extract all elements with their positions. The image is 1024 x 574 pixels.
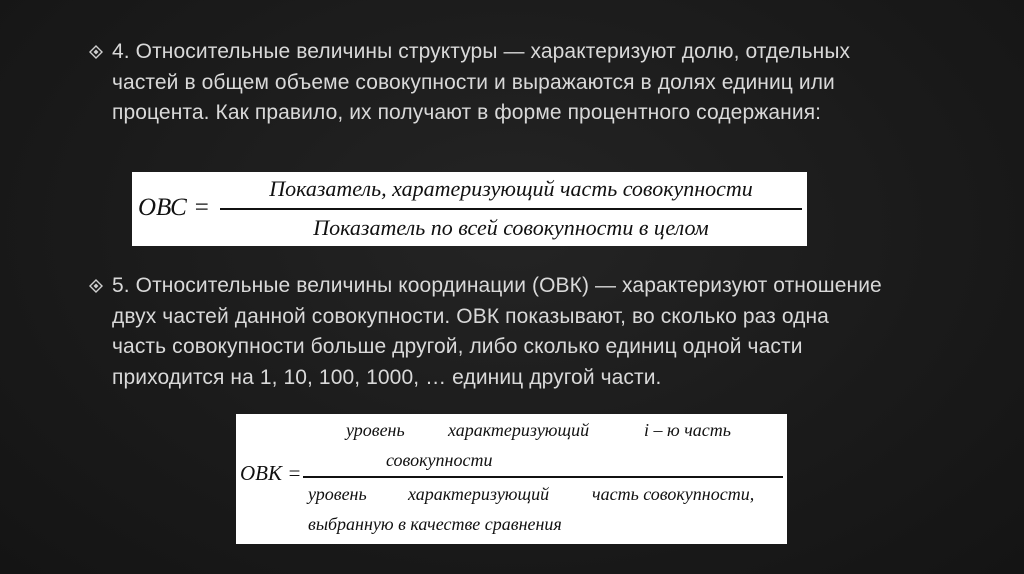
fraction-bar (220, 208, 802, 210)
fraction-bar (303, 476, 783, 478)
formula-denominator: Показатель по всей совокупности в целом (313, 215, 709, 240)
numerator-word: уровень (346, 420, 405, 440)
denominator-word: выбранную в качестве сравнения (308, 514, 562, 534)
formula-lhs: ОВС = (138, 194, 210, 221)
diamond-bullet-icon (88, 44, 104, 60)
denominator-word: характеризующий (408, 484, 550, 504)
diamond-bullet-icon (88, 278, 104, 294)
formula-ovk (236, 414, 787, 544)
numerator-word: характеризующий (448, 420, 590, 440)
denominator-word: часть совокупности, (592, 484, 755, 504)
denominator-word: уровень (308, 484, 367, 504)
numerator-word: совокупности (386, 450, 493, 470)
numerator-word: i – ю часть (644, 420, 731, 440)
bullet-structure (88, 37, 888, 129)
bullet-text: 5. Относительные величины координации (ОВК) — характеризуют отношение двух частей данной совокупности. ОВК показывают, во сколько раз одна часть совокупности больше другой, либо сколько единиц одной части приходится на 1, 10, 100, 1000, … единиц другой части. (112, 274, 882, 389)
formula-ovs (132, 172, 807, 246)
bullet-coordination (88, 271, 888, 393)
bullet-text: 4. Относительные величины структуры — характеризуют долю, отдельных частей в общем объеме совокупности и выражаются в долях единиц или процента. Как правило, их получают в форме процентного содержания: (112, 40, 851, 124)
formula-lhs: ОВК = (240, 461, 302, 485)
formula-numerator: Показатель, харатеризующий часть совокупности (269, 176, 753, 201)
